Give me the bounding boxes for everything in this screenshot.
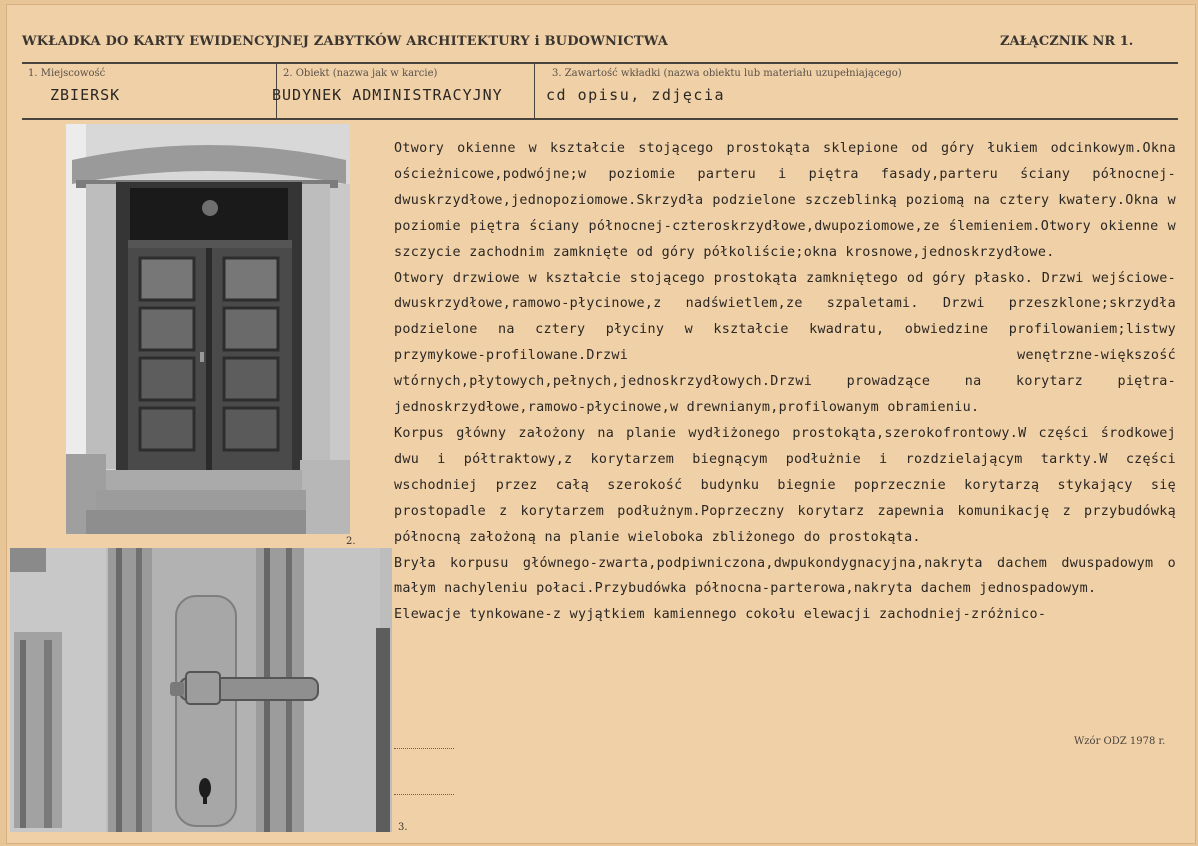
signature-dotted-line-2 xyxy=(394,794,454,795)
door-handle-photo-icon xyxy=(10,548,392,832)
field-divider-2 xyxy=(534,63,535,118)
description-text xyxy=(394,136,1176,628)
paragraph-windows: Otwory okienne w kształcie stojącego prostokąta sklepione od góry łukiem odcinkowym.Okna ościeżnicowe,podwójne;w poziomie parteru i piętra fasady,parteru ściany północnej-dwuskrzydłowe,jednopoziomowe.Skrzydła podzielone szczeblinką poziomą na cztery kwatery.Okna w poziomie piętra ściany północnej-czteroskrzydłowe,dwupoziomowe,ze ślemieniem.Otwory okienne w szczycie zachodnim zamknięte od góry półkoliście;okna krosnowe,jednoskrzydłowe. xyxy=(394,141,1176,260)
photo-door xyxy=(66,124,350,534)
field-label-locality: 1. Miejscowość xyxy=(28,68,106,79)
form-reference: Wzór ODZ 1978 r. xyxy=(1074,736,1166,747)
field-value-object: BUDYNEK ADMINISTRACYJNY xyxy=(272,86,503,104)
field-value-locality: ZBIERSK xyxy=(50,86,121,104)
paragraph-doors: Otwory drzwiowe w kształcie stojącego prostokąta zamkniętego od góry płasko. Drzwi wejściowe-dwuskrzydłowe,ramowo-płycinowe,z nadświetlem,ze szpaletami. Drzwi przeszklone;skrzydła podzielone na cztery płyciny w kształcie kwadratu, obwiedzine profilowaniem;listwy przymykowe-profilowane.Drzwi wenętrzne-większość wtórnych,płytowych,pełnych,jednoskrzydłowych.Drzwi prowadzące na korytarz piętra-jednoskrzydłowe,ramowo-płycinowe,w drewnianym,profilowanym obramieniu. xyxy=(394,270,1176,416)
field-value-contents: cd opisu, zdjęcia xyxy=(546,86,726,104)
photo-number-2: 2. xyxy=(346,536,356,547)
photo-door-handle xyxy=(10,548,392,832)
paragraph-main-body: Korpus główny założony na planie wydłiżonego prostokąta,szerokofrontowy.W części środkowej dwu i półtraktowy,z korytarzem biegnącym podłużnie i rozdzielającym tarkty.W części wschodniej przez całą szerokość budynku biegnie poprzecznie korytarzą stykający się prostopadle z korytarzem podłużnym.Poprzeczny korytarz zapewnia komunikację z przybudówką północną założoną na planie wieloboka zbliżonego do prostokąta. xyxy=(394,425,1176,545)
signature-dotted-line-1 xyxy=(394,748,454,749)
header-rule-top xyxy=(22,62,1178,64)
card-title: WKŁADKA DO KARTY EWIDENCYJNEJ ZABYTKÓW ARCHITEKTURY i BUDOWNICTWA xyxy=(22,34,669,49)
paragraph-massing: Bryła korpusu głównego-zwarta,podpiwniczona,dwpukondygnacyjna,nakryta dachem dwuspadowym o małym nachyleniu połaci.Przybudówka północna-parterowa,nakryta dachem jednospadowym. xyxy=(394,555,1176,597)
field-label-contents: 3. Zawartość wkładki (nazwa obiektu lub materiału uzupełniającego) xyxy=(552,68,902,79)
door-photo-icon xyxy=(66,124,350,534)
paragraph-elevations: Elewacje tynkowane-z wyjątkiem kamiennego cokołu elewacji zachodniej-zróżnico- xyxy=(394,607,1047,623)
photo-number-3: 3. xyxy=(398,822,408,833)
header-rule-bottom xyxy=(22,118,1178,120)
annex-number: ZAŁĄCZNIK NR 1. xyxy=(1000,34,1134,49)
field-label-object: 2. Obiekt (nazwa jak w karcie) xyxy=(283,68,438,79)
